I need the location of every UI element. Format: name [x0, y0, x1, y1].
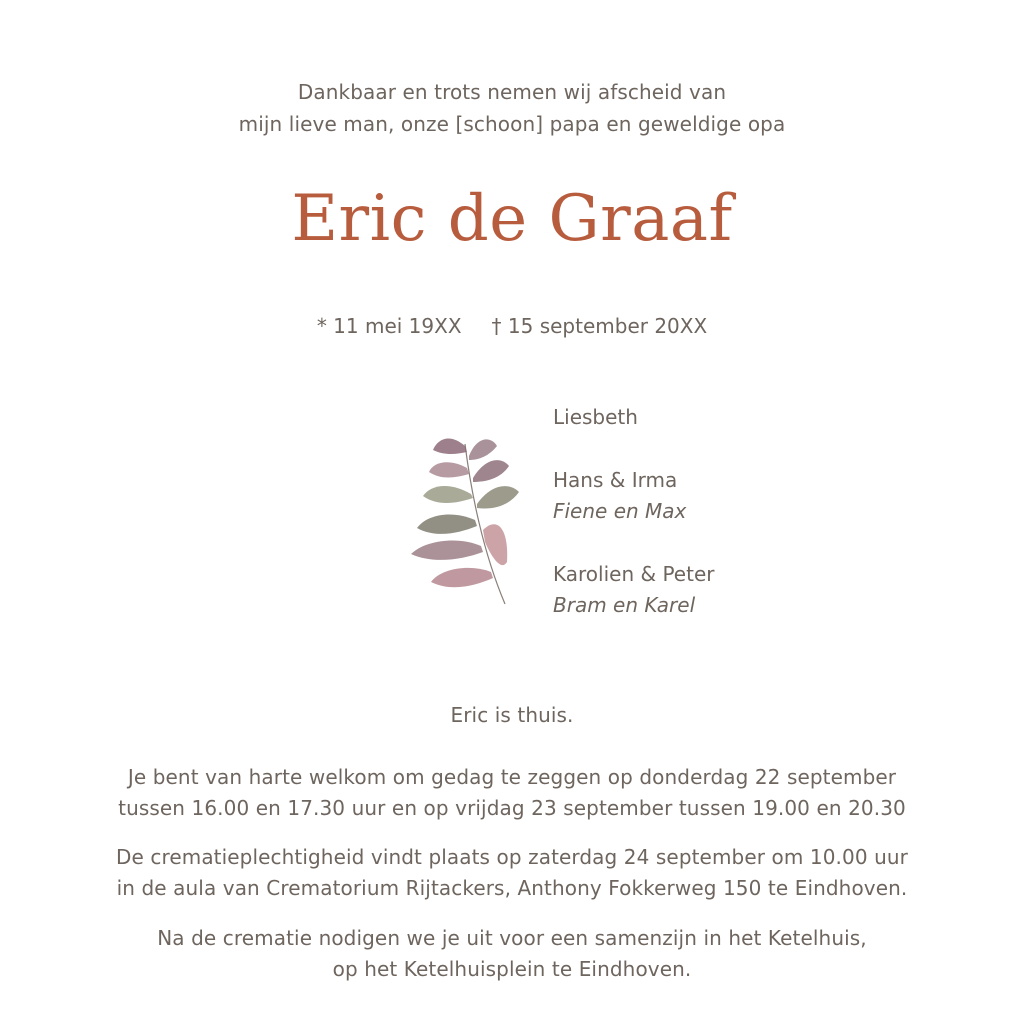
deceased-name: Eric de Graaf — [291, 182, 733, 256]
ceremony-line-1: De crematieplechtigheid vindt plaats op zaterdag 24 september om 10.00 uur — [115, 845, 908, 869]
intro-line-1: Dankbaar en trots nemen wij afscheid van — [297, 80, 727, 104]
family-member-2: Hans & Irma — [553, 468, 678, 492]
intro-line-2: mijn lieve man, onze [schoon] papa en geweldige opa — [238, 112, 786, 136]
family-member-3: Karolien & Peter — [553, 562, 715, 586]
leaf-branch-icon — [405, 432, 527, 610]
death-date: † 15 september 20XX — [491, 314, 708, 338]
ceremony-line-2: in de aula van Crematorium Rijtackers, Anthony Fokkerweg 150 te Eindhoven. — [116, 876, 908, 900]
reception-line-2: op het Ketelhuisplein te Eindhoven. — [332, 957, 692, 981]
visit-line-1: Je bent van harte welkom om gedag te zeggen op donderdag 22 september — [127, 765, 897, 789]
birth-date: * 11 mei 19XX — [316, 314, 462, 338]
family-member-2-children: Fiene en Max — [553, 499, 687, 523]
family-member-1: Liesbeth — [553, 405, 638, 429]
life-dates — [0, 314, 1024, 338]
visit-line-2: tussen 16.00 en 17.30 uur en op vrijdag 23 september tussen 19.00 en 20.30 — [118, 796, 906, 820]
home-notice: Eric is thuis. — [450, 703, 574, 727]
family-member-3-children: Bram en Karel — [553, 593, 696, 617]
reception-line-1: Na de crematie nodigen we je uit voor een samenzijn in het Ketelhuis, — [157, 926, 867, 950]
